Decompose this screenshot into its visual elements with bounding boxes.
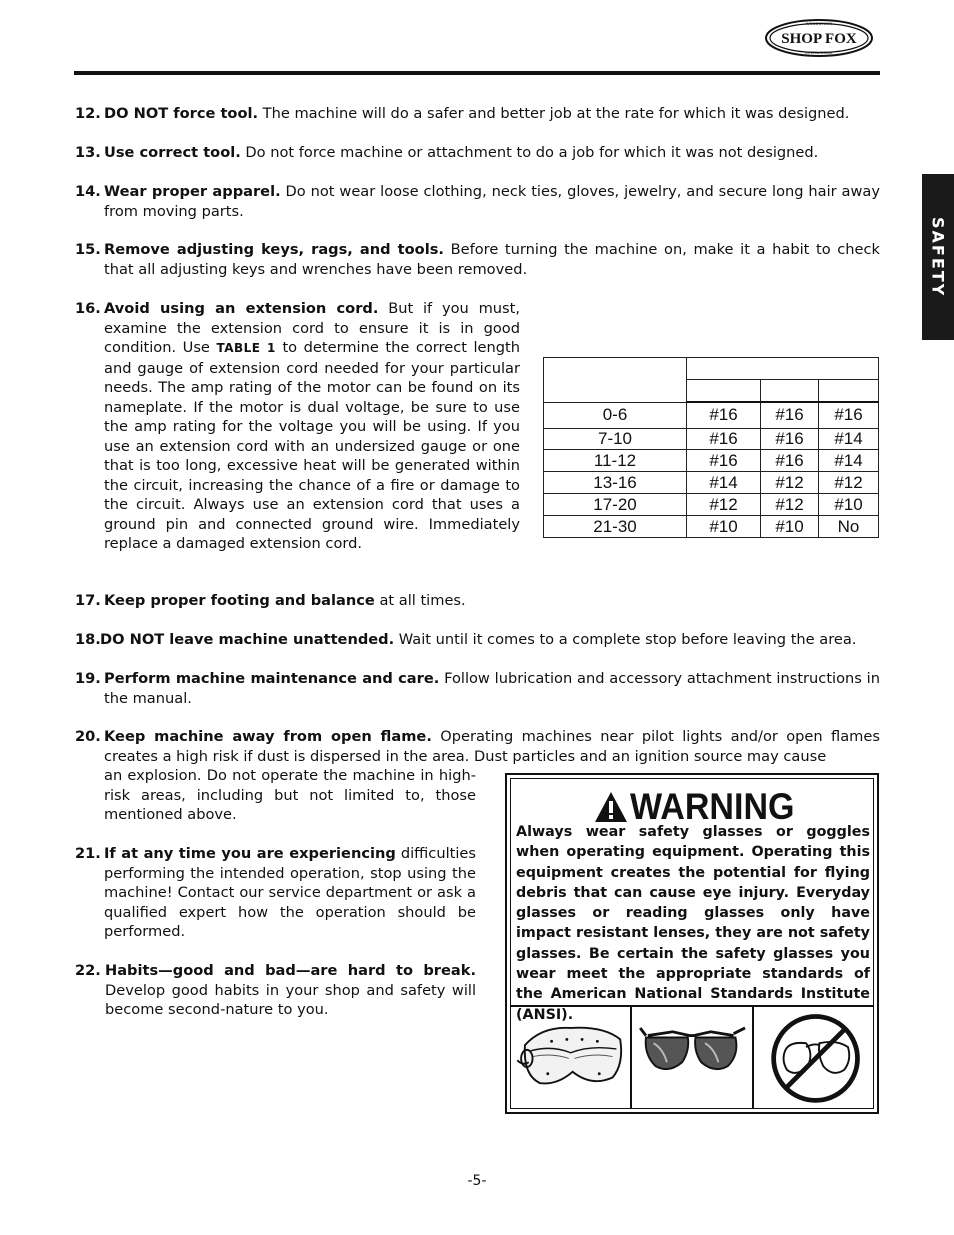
page-number: -5- [467, 1173, 487, 1189]
extension-cord-gauge-table [543, 357, 879, 538]
safety-glasses-icon [632, 1007, 751, 1108]
safety-glasses-images [511, 1005, 873, 1108]
table-row: 13-16 #14 #12 #12 [544, 472, 879, 494]
header-rule [74, 71, 880, 75]
not-safety-glasses-icon [754, 1007, 873, 1108]
table-row: 11-12 #16 #16 #14 [544, 450, 879, 472]
safety-section-tab [922, 174, 954, 340]
length-col-2-header [761, 380, 819, 403]
safety-item-19: 19. Perform machine maintenance and care. Follow lubrication and accessory attachment instructions in the manual. [75, 670, 880, 707]
safety-item-17: 17. Keep proper footing and balance at all times. [75, 592, 466, 609]
amp-rating-header-cell [544, 358, 687, 403]
logo-subtext-top: WOODSTOCK [805, 21, 833, 26]
safety-item-12: 12. DO NOT force tool. The machine will do a safer and better job at the rate for which it was designed. [75, 105, 850, 122]
shop-fox-logo [764, 16, 874, 60]
safety-item-15: 15. Remove adjusting keys, rags, and tools. Before turning the machine on, make it a habit to check that all adjusting keys and wrenches have been removed. [75, 241, 880, 278]
length-col-1-header [687, 380, 761, 403]
safety-item-20-continued: an explosion. Do not operate the machine in high-risk areas, including but not limited to, those mentioned above. [104, 767, 476, 823]
warning-box [505, 773, 879, 1114]
table-row: 21-30 #10 #10 No [544, 516, 879, 538]
safety-item-13: 13. Use correct tool. Do not force machine or attachment to do a job for which it was not designed. [75, 144, 819, 161]
table-reference: TABLE 1 [216, 341, 276, 355]
goggles-image [511, 1007, 632, 1108]
table-row: 0-6 #16 #16 #16 [544, 402, 879, 428]
safety-item-22: 22. Habits—good and bad—are hard to break. Develop good habits in your shop and safety will become second-nature to you. [75, 962, 476, 1018]
table-row: 17-20 #12 #12 #10 [544, 494, 879, 516]
length-col-3-header [819, 380, 879, 403]
warning-title [593, 787, 809, 827]
warning-heading: WARNING [630, 786, 795, 827]
safety-item-21: 21. If at any time you are experiencing difficulties performing the intended operation, stop using the machine! Contact our service department or ask a qualified expert how the operation should be performed. [75, 845, 476, 940]
safety-item-14: 14. Wear proper apparel. Do not wear loose clothing, neck ties, gloves, jewelry, and secure long hair away from moving parts. [75, 183, 880, 220]
safety-item-20: 20. Keep machine away from open flame. Operating machines near pilot lights and/or open flames creates a high risk if dust is dispersed in the area. Dust particles and an ignition source may cause [75, 728, 880, 765]
safety-goggles-icon [511, 1007, 630, 1108]
warning-triangle-icon [593, 790, 629, 824]
length-header-cell [687, 358, 879, 380]
safety-item-16: 16. Avoid using an extension cord. But if you must, examine the extension cord to ensure it is in good condition. Use TABLE 1 to determine the correct length and gauge of extension cord needed for your particular needs. The amp rating of the motor can be found on its nameplate. If the motor is dual voltage, be sure to use the amp rating for the voltage you will be using. If you use an extension cord with an undersized gauge or one that is too long, excessive heat will be generated within the circuit, increasing the chance of a fire or damage to the circuit. Always use an extension cord that uses a ground pin and connected ground wire. Immediately replace a damaged extension cord. [75, 300, 521, 552]
safety-item-18: 18. DO NOT leave machine unattended. Wait until it comes to a complete stop before leaving the area. [75, 631, 857, 648]
side-shield-glasses-image [632, 1007, 753, 1108]
logo-subtext-bottom: INTERNATIONAL [805, 51, 833, 55]
logo-text: SHOP FOX [781, 31, 857, 47]
warning-text: Always wear safety glasses or goggles when operating equipment. Operating this equipment creates the potential for flying debris that can cause eye injury. Everyday glasses or reading glasses only have impact resistant lenses, they are not safety glasses. Be certain the safety glasses you wear meet the appropriate standards of the American National Standards Institute (ANSI). [516, 824, 870, 1023]
table-row: 7-10 #16 #16 #14 [544, 428, 879, 450]
section-tab-label: SAFETY [928, 216, 948, 298]
reading-glasses-crossed-image [754, 1007, 873, 1108]
